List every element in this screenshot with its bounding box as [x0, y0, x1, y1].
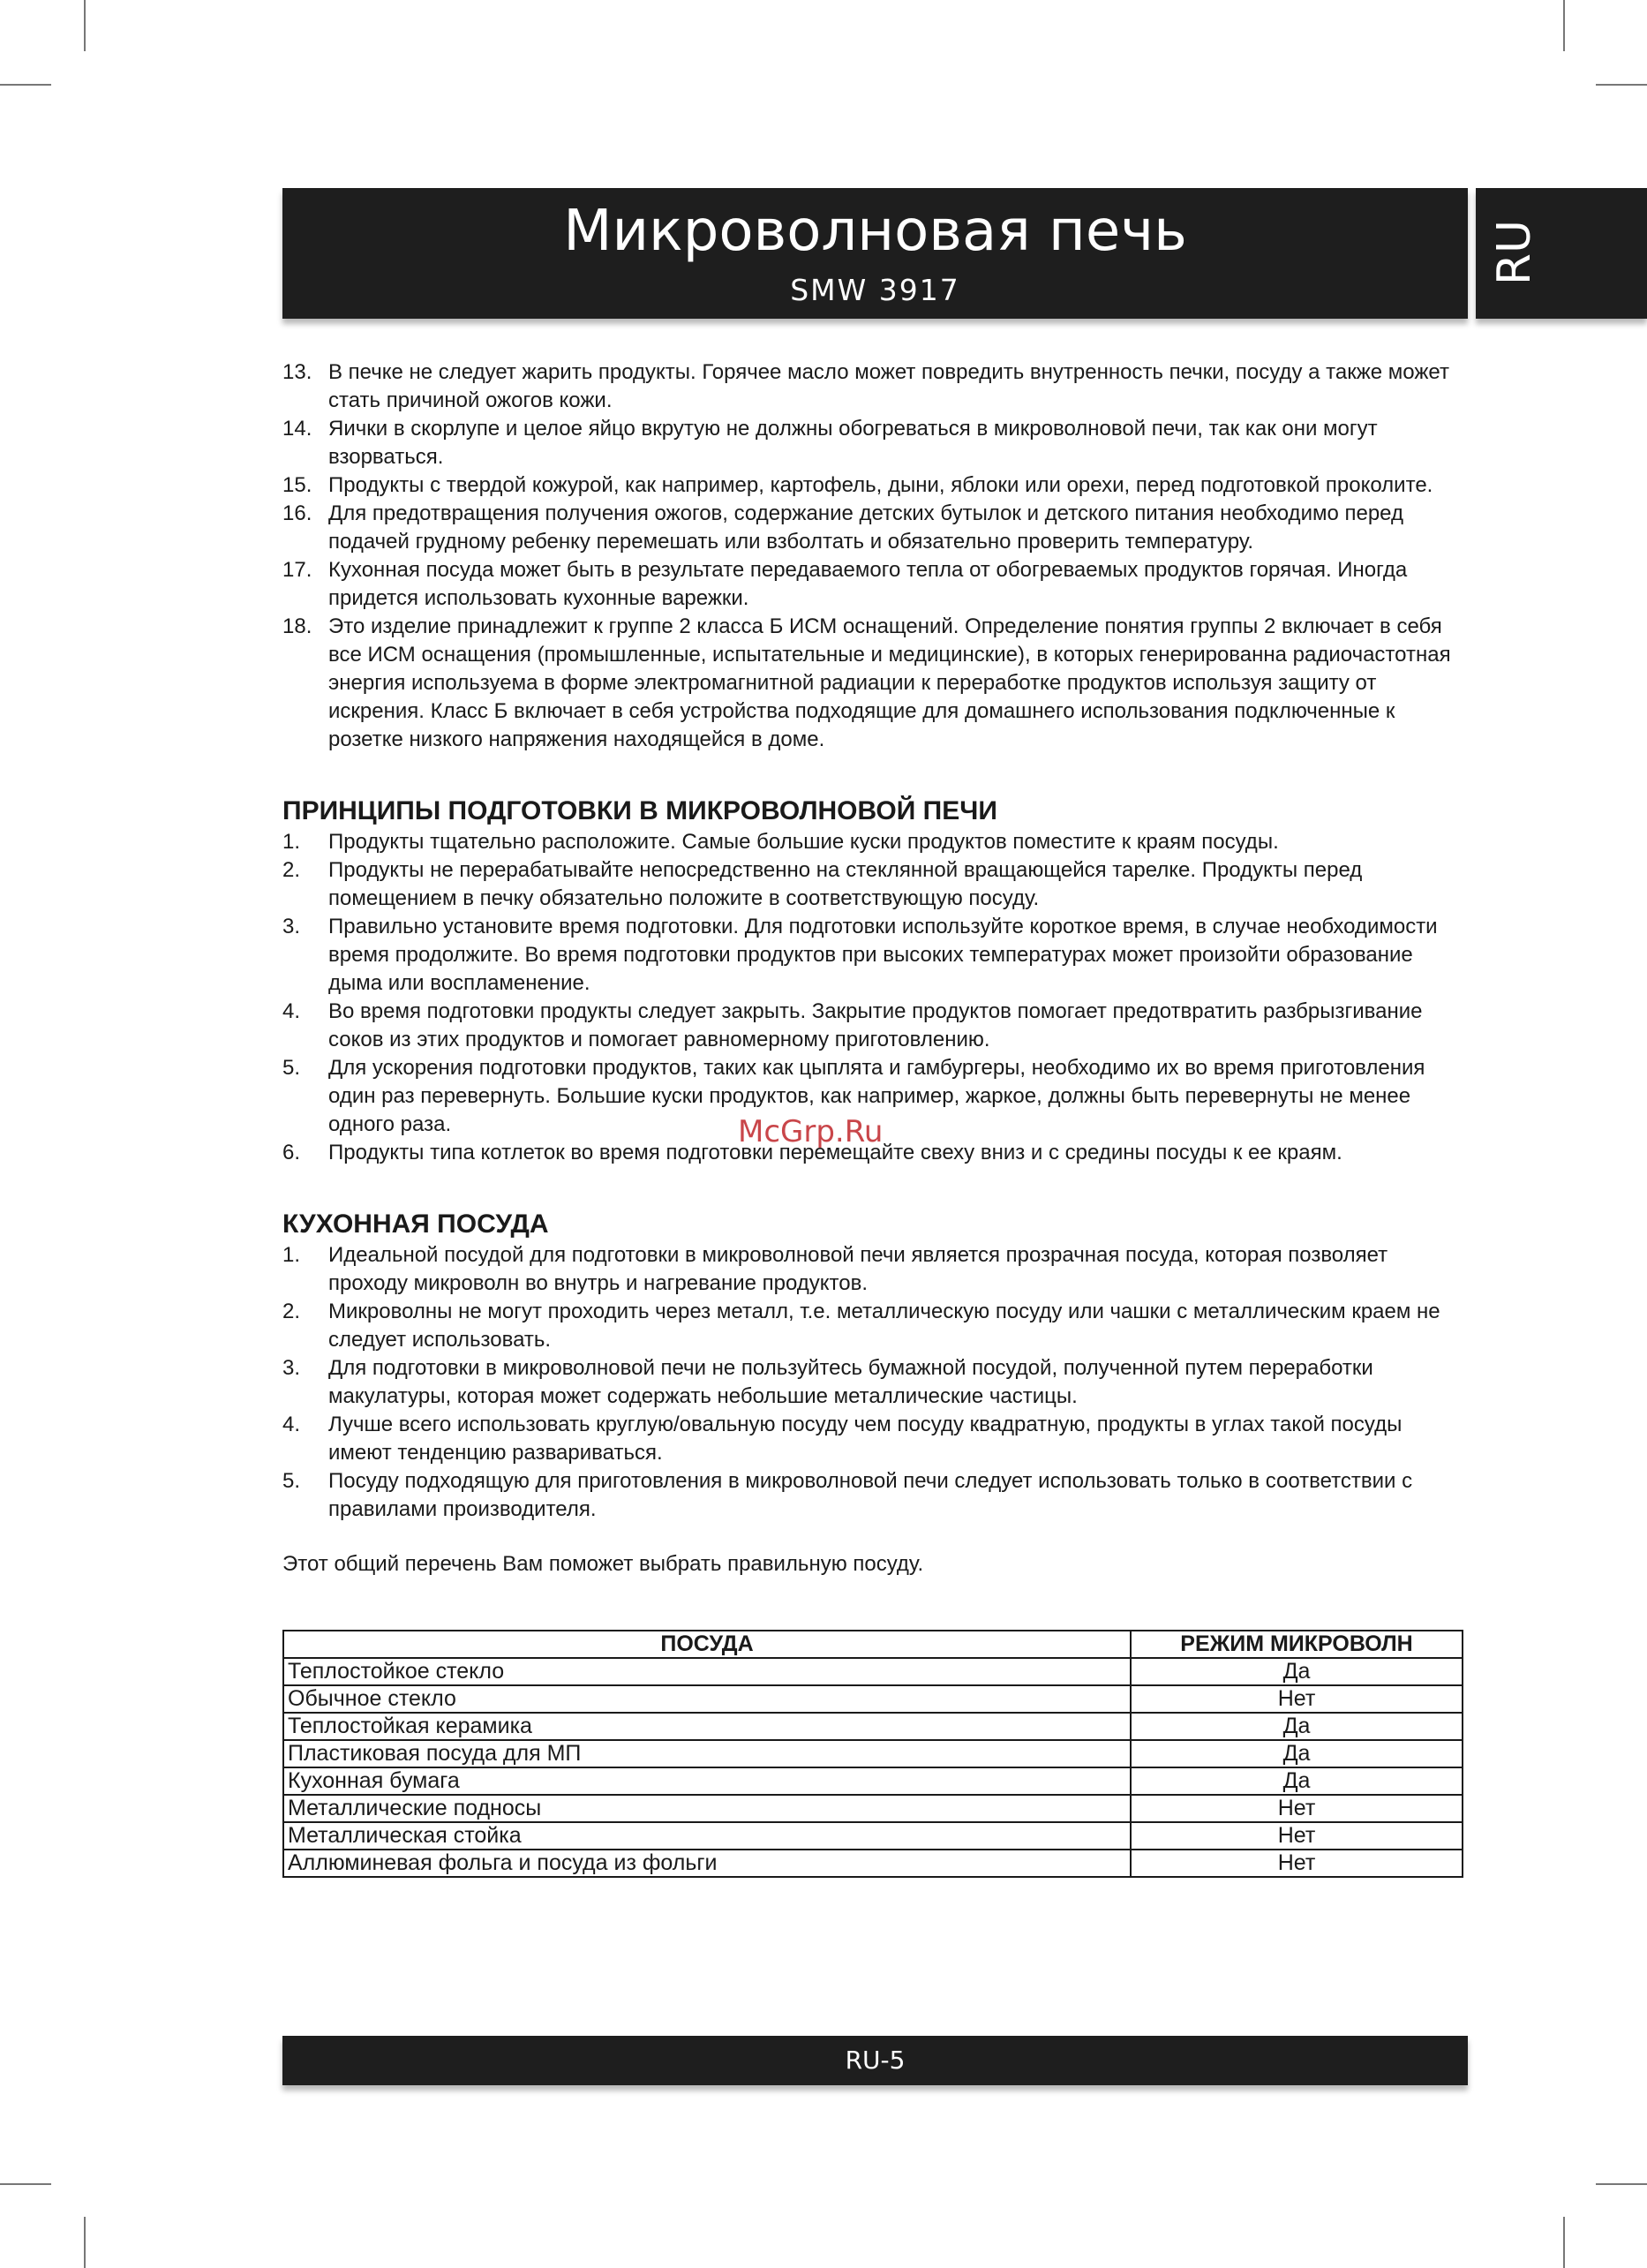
section-heading-principles: ПРИНЦИПЫ ПОДГОТОВКИ В МИКРОВОЛНОВОЙ ПЕЧИ [282, 796, 997, 825]
page-title: Микроволновая печь [563, 199, 1187, 264]
list-item-text: Для подготовки в микроволновой печи не пользуйтесь бумажной посудой, полученной путем переработки макулатуры, которая может содержать небольшие металлические частицы. [328, 1356, 1373, 1408]
list-item: 3. Для подготовки в микроволновой печи не пользуйтесь бумажной посудой, полученной путем переработки макулатуры, которая может содержать небольшие металлические частицы. [282, 1356, 1373, 1408]
list-item: 15. Продукты с твердой кожурой, как например, картофель, дыни, яблоки или орехи, перед подготовкой проколите. [282, 473, 1433, 497]
list-item: 4. Лучше всего использовать круглую/овальную посуду чем посуду квадратную, продукты в углах такой посуды имеют тенденцию развариваться. [282, 1413, 1403, 1465]
watermark: McGrp.Ru [738, 1114, 884, 1149]
cookware-list [282, 1241, 1465, 1524]
table-cell: Да [1131, 1713, 1463, 1740]
list-item: 2. Продукты не перерабатывайте непосредственно на стеклянной вращающейся тарелке. Продукты перед помещением в печку обязательно положите в соответствующую посуду. [282, 858, 1363, 910]
table-header-row [283, 1631, 1463, 1658]
table-cell: Теплостойкая керамика [283, 1713, 1131, 1740]
crop-mark [1596, 84, 1647, 86]
list-item-text: Это изделие принадлежит к группе 2 класса Б ИСМ оснащений. Определение понятия группы 2 включает в себя все ИСМ оснащения (промышленные, испытательные и медицинские), в которых генерированна радиочастотная энергия используема в форме электромагнитной радиации к переработке продуктов используя защиту от искрения. Класс Б включает в себя устройства подходящие для домашнего использования подключенные к розетке низкого напряжения находящейся в доме. [328, 614, 1451, 751]
list-item-text: Продукты не перерабатывайте непосредственно на стеклянной вращающейся тарелке. Продукты перед помещением в печку обязательно положите в соответствующую посуду. [328, 858, 1363, 910]
table-row [283, 1822, 1463, 1850]
crop-mark [1596, 2183, 1647, 2185]
list-item-text: Для предотвращения получения ожогов, содержание детских бутылок и детского питания необходимо перед подачей грудному ребенку перемешать или взболтать и обязательно проверить температуру. [328, 501, 1403, 554]
cookware-intro: Этот общий перечень Вам поможет выбрать правильную посуду. [282, 1552, 924, 1576]
crop-mark [0, 84, 51, 86]
list-item: 5. Для ускорения подготовки продуктов, таких как цыплята и гамбургеры, необходимо их во время приготовления один раз перевернуть. Большие куски продуктов, как например, жаркое, должны быть перевернуты не менее одного раза. [282, 1056, 1425, 1136]
page-number: RU-5 [845, 2046, 906, 2075]
list-item: 17. Кухонная посуда может быть в результате передаваемого тепла от обогреваемых продуктов горячая. Иногда придется использовать кухонные варежки. [282, 558, 1408, 610]
crop-mark [84, 2217, 86, 2268]
table-row [283, 1713, 1463, 1740]
list-item: 16. Для предотвращения получения ожогов, содержание детских бутылок и детского питания необходимо перед подачей грудному ребенку перемешать или взболтать и обязательно проверить температуру. [282, 501, 1403, 554]
crop-mark [1563, 0, 1565, 51]
table-cell: Нет [1131, 1685, 1463, 1713]
list-item-text: Яички в скорлупе и целое яйцо вкрутую не должны обогреваться в микроволновой печи, так как они могут взорваться. [328, 417, 1378, 469]
safety-list [282, 358, 1465, 754]
list-item: 6. Продукты типа котлеток во время подготовки перемещайте свеху вниз и с средины посуды к ее краям. [282, 1141, 1342, 1164]
list-item: 1. Идеальной посудой для подготовки в микроволновой печи является прозрачная посуда, которая позволяет проходу микроволн во внутрь и нагревание продуктов. [282, 1243, 1388, 1295]
table-cell: Металлические подносы [283, 1795, 1131, 1822]
table-cell: Да [1131, 1740, 1463, 1767]
model-number: SMW 3917 [790, 273, 960, 307]
list-item: 5. Посуду подходящую для приготовления в микроволновой печи следует использовать только в соответствии с правилами производителя. [282, 1469, 1413, 1521]
section-heading-cookware: КУХОННАЯ ПОСУДА [282, 1209, 549, 1239]
list-item-text: Продукты тщательно расположите. Самые большие куски продуктов поместите к краям посуды. [328, 830, 1279, 854]
table-cell: Да [1131, 1658, 1463, 1685]
table-row [283, 1850, 1463, 1877]
table-row [283, 1795, 1463, 1822]
crop-mark [0, 2183, 51, 2185]
table-cell: Нет [1131, 1822, 1463, 1850]
list-item-text: Продукты типа котлеток во время подготовки перемещайте свеху вниз и с средины посуды к ее краям. [328, 1141, 1342, 1164]
table-cell: Да [1131, 1767, 1463, 1795]
list-item: 14. Яички в скорлупе и целое яйцо вкрутую не должны обогреваться в микроволновой печи, так как они могут взорваться. [282, 417, 1378, 469]
table-cell: Нет [1131, 1795, 1463, 1822]
language-label: RU [1488, 219, 1541, 286]
table-cell: Нет [1131, 1850, 1463, 1877]
list-item: 13. В печке не следует жарить продукты. Горячее масло может повредить внутренность печки, посуду а также может стать причиной ожогов кожи. [282, 360, 1449, 412]
column-header: ПОСУДА [283, 1631, 1131, 1658]
list-item: 2. Микроволны не могут проходить через металл, т.е. металлическую посуду или чашки с металлическим краем не следует использовать. [282, 1300, 1440, 1352]
list-item-text: Идеальной посудой для подготовки в микроволновой печи является прозрачная посуда, которая позволяет проходу микроволн во внутрь и нагревание продуктов. [328, 1243, 1388, 1295]
table-cell: Теплостойкое стекло [283, 1658, 1131, 1685]
list-item: 1. Продукты тщательно расположите. Самые большие куски продуктов поместите к краям посуды. [282, 830, 1279, 854]
list-item: 18. Это изделие принадлежит к группе 2 класса Б ИСМ оснащений. Определение понятия группы 2 включает в себя все ИСМ оснащения (промышленные, испытательные и медицинские), в которых генерированна радиочастотная энергия используема в форме электромагнитной радиации к переработке продуктов используя защиту от искрения. Класс Б включает в себя устройства подходящие для домашнего использования подключенные к розетке низкого напряжения находящейся в доме. [282, 614, 1451, 751]
list-item-text: Продукты с твердой кожурой, как например, картофель, дыни, яблоки или орехи, перед подготовкой проколите. [328, 473, 1433, 497]
table-cell: Пластиковая посуда для МП [283, 1740, 1131, 1767]
page-footer [282, 2036, 1468, 2085]
list-item-text: Кухонная посуда может быть в результате передаваемого тепла от обогреваемых продуктов горячая. Иногда придется использовать кухонные варежки. [328, 558, 1408, 610]
list-item: 4. Во время подготовки продукты следует закрыть. Закрытие продуктов помогает предотвратить разбрызгивание соков из этих продуктов и помогает равномерному приготовлению. [282, 999, 1423, 1051]
list-item-text: Правильно установите время подготовки. Для подготовки используйте короткое время, в случае необходимости время продолжите. Во время подготовки продуктов при высоких температурах может произойти образование дыма или воспламенение. [328, 915, 1438, 995]
list-item-text: Микроволны не могут проходить через металл, т.е. металлическую посуду или чашки с металлическим краем не следует использовать. [328, 1300, 1440, 1352]
table-cell: Обычное стекло [283, 1685, 1131, 1713]
table-row [283, 1767, 1463, 1795]
table-row [283, 1685, 1463, 1713]
list-item-text: Во время подготовки продукты следует закрыть. Закрытие продуктов помогает предотвратить разбрызгивание соков из этих продуктов и помогает равномерному приготовлению. [328, 999, 1423, 1051]
table-row [283, 1658, 1463, 1685]
list-item-text: Для ускорения подготовки продуктов, таких как цыплята и гамбургеры, необходимо их во время приготовления один раз перевернуть. Большие куски продуктов, как например, жаркое, должны быть перевернуты не менее одного раза. [328, 1056, 1425, 1136]
table-cell: Кухонная бумага [283, 1767, 1131, 1795]
column-header: РЕЖИМ МИКРОВОЛН [1131, 1631, 1463, 1658]
list-item-text: Посуду подходящую для приготовления в микроволновой печи следует использовать только в соответствии с правилами производителя. [328, 1469, 1413, 1521]
crop-mark [84, 0, 86, 51]
page-header [282, 188, 1468, 319]
list-item-text: В печке не следует жарить продукты. Горячее масло может повредить внутренность печки, посуду а также может стать причиной ожогов кожи. [328, 360, 1449, 412]
cookware-table [282, 1630, 1463, 1878]
list-item-text: Лучше всего использовать круглую/овальную посуду чем посуду квадратную, продукты в углах такой посуды имеют тенденцию развариваться. [328, 1413, 1403, 1465]
table-cell: Аллюминевая фольга и посуда из фольги [283, 1850, 1131, 1877]
table-row [283, 1740, 1463, 1767]
list-item: 3. Правильно установите время подготовки. Для подготовки используйте короткое время, в случае необходимости время продолжите. Во время подготовки продуктов при высоких температурах может произойти образование дыма или воспламенение. [282, 915, 1438, 995]
crop-mark [1563, 2217, 1565, 2268]
table-cell: Металлическая стойка [283, 1822, 1131, 1850]
